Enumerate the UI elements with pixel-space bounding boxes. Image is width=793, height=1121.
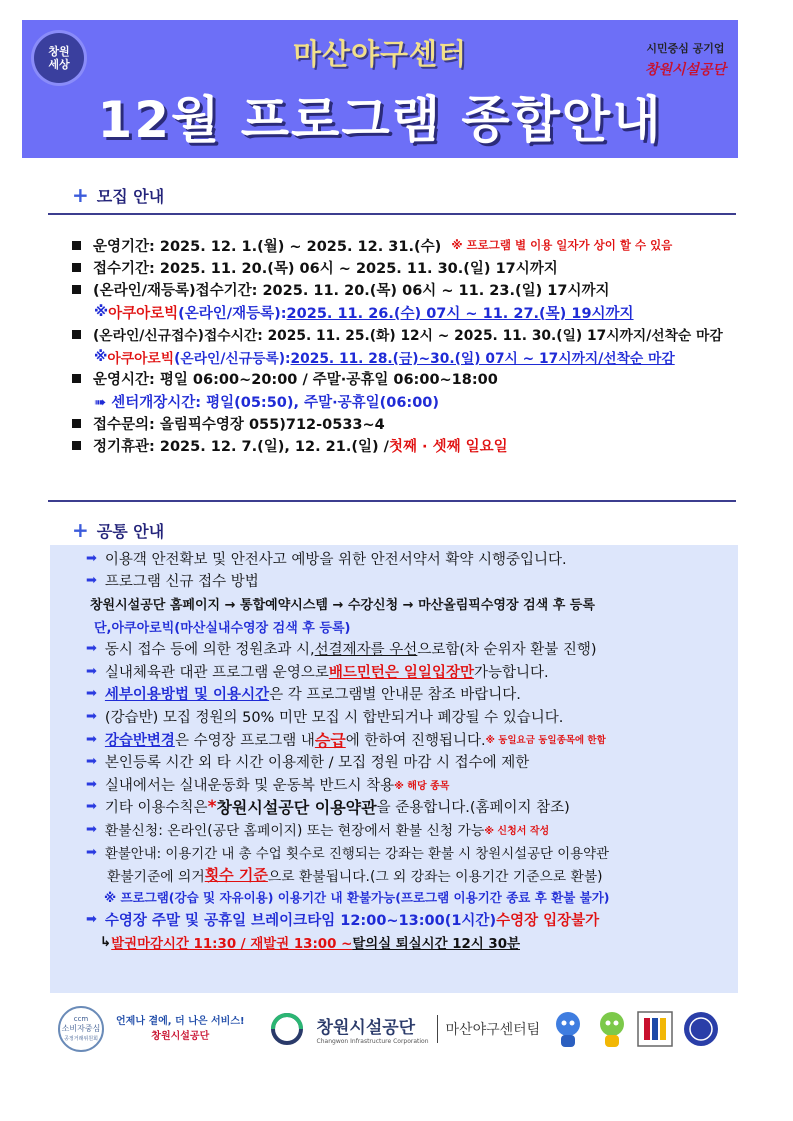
- arrow-icon: ➡: [86, 731, 97, 747]
- human-rights-badge-icon: [682, 1010, 720, 1048]
- ccm-badge-icon: [58, 1006, 104, 1052]
- list-item: [86, 683, 746, 706]
- notice-emph: 수영장 입장불가: [496, 913, 600, 930]
- mascot-icon: [552, 1009, 584, 1049]
- center-name: 마산야구센터: [292, 37, 468, 71]
- bullet-icon: [72, 419, 81, 428]
- arrow-icon: ➡: [86, 708, 97, 724]
- notice-emph: 승급: [314, 730, 346, 750]
- list-item: [86, 886, 746, 909]
- notice-text: 탈의실 퇴실시간 12시 30분: [352, 936, 520, 952]
- list-item: [86, 570, 746, 593]
- corp-name-en: Changwon Infrastructure Corporation: [316, 1038, 429, 1045]
- list-item: [86, 592, 746, 615]
- footer-slogan-1: 언제나 곁에, 더 나은 서비스!: [116, 1016, 245, 1027]
- ccm-mark: ccm: [73, 1015, 89, 1023]
- list-item: [86, 750, 746, 773]
- open-time: ➠ 센터개장시간: 평일(05:50), 주말·공휴일(06:00): [94, 394, 440, 411]
- arrow-icon: ➡: [86, 799, 97, 815]
- list-item: [86, 841, 746, 864]
- corp-name: 창원시설공단: [316, 1018, 416, 1038]
- header-banner: [22, 20, 738, 158]
- list-item: [72, 368, 752, 390]
- common-list: [86, 547, 746, 954]
- city-logo-top: 창원: [48, 45, 70, 58]
- arrow-icon: ➡: [86, 663, 97, 679]
- list-item: [72, 301, 752, 323]
- list-item: [72, 345, 752, 367]
- list-item: [72, 279, 752, 301]
- notice-text: 으로함(차 순위자 환불 진행): [417, 642, 597, 659]
- corp-wordmark: [317, 1013, 429, 1045]
- recruit-heading-label: 모집 안내: [96, 187, 165, 206]
- reg-period: 접수기간: 2025. 11. 20.(목) 06시 ~ 2025. 11. 30.(일) 17시까지: [93, 260, 558, 277]
- bullet-icon: [72, 441, 81, 450]
- footer-slogan: [116, 1014, 245, 1044]
- list-item: [86, 796, 746, 819]
- notice-emph: 세부이용방법 및 이용시간: [104, 687, 270, 704]
- divider: [48, 213, 736, 215]
- arrow-icon: ➡: [86, 776, 97, 792]
- op-note: ※ 프로그램 별 이용 일자가 상이 할 수 있음: [451, 238, 673, 253]
- notice-text: 실내에서는 실내운동화 및 운동복 반드시 착용: [104, 777, 395, 794]
- arrow-icon: ➡: [86, 550, 97, 566]
- common-heading: [72, 518, 164, 542]
- notice-text: 환불기준에 의거: [107, 868, 205, 885]
- mascot-icon: [596, 1009, 628, 1049]
- divider: [437, 1015, 438, 1043]
- notice-emph: 강습반변경: [104, 732, 175, 749]
- notice-note: ※ 신청서 작성: [484, 825, 550, 837]
- arrow-icon: ➡: [86, 641, 97, 657]
- list-item: [86, 615, 746, 638]
- list-item: [86, 863, 746, 886]
- notice-text: 으로 환불됩니다.(그 외 강좌는 이용기간 기준으로 환불): [267, 868, 603, 885]
- contact: 접수문의: 올림픽수영장 055)712-0533~4: [93, 417, 385, 434]
- ccm-sub: 공정거래위원회: [64, 1036, 98, 1042]
- arrow-icon: ➡: [86, 573, 97, 589]
- notice-emph: 창원시설공단 이용약관: [216, 798, 377, 818]
- notice-emph: 배드민턴은 일일입장만: [328, 664, 474, 681]
- list-item: [86, 909, 746, 932]
- list-item: [72, 256, 752, 278]
- aqua-re-mid: (온라인/재등록):: [178, 305, 287, 322]
- list-item: [86, 705, 746, 728]
- list-item: [72, 234, 752, 256]
- bullet-icon: [72, 263, 81, 272]
- plus-icon: +: [72, 183, 89, 207]
- notice-emph: 발권마감시간 11:30 / 재발권 13:00 ~: [111, 936, 353, 952]
- closed-rule: 첫째 · 셋째 일요일: [388, 439, 508, 456]
- divider: [48, 500, 736, 502]
- notice-note: ※ 해당 종목: [394, 780, 450, 792]
- asterisk: *: [207, 796, 217, 817]
- list-item: [86, 660, 746, 683]
- footer: [50, 998, 738, 1060]
- notice-text: 본인등록 시간 외 타 시간 이용제한 / 모집 정원 마감 시 접수에 제한: [104, 755, 530, 772]
- notice-text: 실내체육관 대관 프로그램 운영으로: [104, 664, 329, 681]
- notice-text: (강습반) 모집 정원의 50% 미만 모집 시 합반되거나 폐강될 수 있습니다.: [104, 709, 564, 726]
- bullet-icon: [72, 285, 81, 294]
- aqua-label: 아쿠아로빅: [107, 350, 175, 367]
- online-new-period: (온라인/신규접수)접수시간: 2025. 11. 25.(화) 12시 ~ 2025. 11. 30.(일) 17시까지/선착순 마감: [93, 328, 723, 345]
- notice-text: 환불신청: 온라인(공단 홈페이지) 또는 현장에서 환불 신청 가능: [104, 823, 485, 840]
- list-item: [72, 323, 752, 345]
- footer-slogan-2: 창원시설공단: [151, 1031, 210, 1042]
- common-heading-label: 공통 안내: [96, 522, 165, 541]
- notice-note: ※ 프로그램(강습 및 자유이용) 이용기간 내 환불가능(프로그램 이용기간 종료 후 환불 불가): [104, 890, 610, 906]
- notice-emph: 수영장 주말 및 공휴일 브레이크타임 12:00~13:00(1시간): [104, 913, 497, 930]
- aqua-label: 아쿠아로빅: [108, 305, 179, 322]
- sub-arrow: ↳: [100, 934, 112, 950]
- arrow-icon: ➡: [86, 844, 97, 860]
- notice-note: ※ 동일요금 동일종목에 한함: [485, 735, 606, 747]
- city-logo-bottom: 세상: [48, 58, 70, 71]
- op-time: 운영시간: 평일 06:00~20:00 / 주말·공휴일 06:00~18:00: [93, 372, 498, 389]
- notice-text: 동시 접수 등에 의한 정원초과 시,: [104, 642, 315, 659]
- arrow-icon: ➡: [86, 912, 97, 928]
- aqua-new-mid: (온라인/신규등록):: [174, 350, 291, 367]
- notice-text: 아쿠아로빅(마산실내수영장 검색 후 등록): [111, 620, 351, 636]
- notice-text: 환불안내: 이용기간 내 총 수업 횟수로 진행되는 강좌는 환불 시 창원시설공단 이용약관: [104, 846, 609, 862]
- recruit-list: [72, 234, 752, 457]
- notice-text: 은 각 프로그램별 안내문 참조 바랍니다.: [269, 687, 521, 704]
- notice-text: 기타 이용수칙은: [104, 800, 208, 817]
- certification-badge-icon: [636, 1010, 674, 1048]
- plus-icon: +: [72, 518, 89, 542]
- bullet-icon: [72, 241, 81, 250]
- notice-text: 은 수영장 프로그램 내: [174, 732, 315, 749]
- corp-logo: [645, 40, 726, 79]
- arrow-icon: ➡: [86, 686, 97, 702]
- notice-text: 프로그램 신규 접수 방법: [104, 574, 259, 591]
- notice-emph: 횟수 기준: [204, 866, 268, 885]
- corp-brand: 창원시설공단: [644, 62, 726, 78]
- corp-emblem-icon: [265, 1013, 309, 1045]
- notice-text: 가능합니다.: [473, 664, 549, 681]
- aqua-new-date: 2025. 11. 28.(금)~30.(일) 07시 ~ 17시까지/선착순 마감: [290, 350, 675, 367]
- list-item: [86, 931, 746, 954]
- list-item: [72, 412, 752, 434]
- center-team: 마산야구센터팀: [445, 1022, 541, 1038]
- list-item: [86, 547, 746, 570]
- list-item: [86, 637, 746, 660]
- notice-text: 단,: [94, 620, 112, 636]
- arrow-icon: ➡: [86, 821, 97, 837]
- notice-text: 창원시설공단 홈페이지 → 통합예약시스템 → 수강신청 → 마산올림픽수영장 검색 후 등록: [90, 597, 595, 613]
- note-mark: ※: [94, 304, 109, 321]
- list-item: [72, 390, 752, 412]
- list-item: [72, 435, 752, 457]
- notice-text: 에 한하여 진행됩니다.: [345, 732, 486, 749]
- notice-emph: 선결제자를 우선: [314, 642, 418, 659]
- page-title: 12월 프로그램 종합안내: [97, 91, 663, 149]
- arrow-icon: ➡: [86, 754, 97, 770]
- recruit-heading: [72, 183, 164, 207]
- list-item: [86, 728, 746, 751]
- notice-text: 이용객 안전확보 및 안전사고 예방을 위한 안전서약서 확약 시행중입니다.: [104, 551, 567, 568]
- bullet-icon: [72, 330, 81, 339]
- list-item: [86, 818, 746, 841]
- note-mark: ※: [94, 348, 108, 365]
- closed-days: 정기휴관: 2025. 12. 7.(일), 12. 21.(일) /: [93, 439, 389, 456]
- online-re-period: (온라인/재등록)접수기간: 2025. 11. 20.(목) 06시 ~ 11. 23.(일) 17시까지: [93, 283, 610, 300]
- bullet-icon: [72, 374, 81, 383]
- op-period: 운영기간: 2025. 12. 1.(월) ~ 2025. 12. 31.(수): [93, 238, 442, 255]
- notice-text: 을 준용합니다.(홈페이지 참조): [376, 800, 570, 817]
- corp-slogan: 시민중심 공기업: [646, 42, 725, 55]
- ccm-label: 소비자중심: [61, 1024, 101, 1033]
- aqua-re-date: 2025. 11. 26.(수) 07시 ~ 11. 27.(목) 19시까지: [286, 305, 634, 322]
- list-item: [86, 773, 746, 796]
